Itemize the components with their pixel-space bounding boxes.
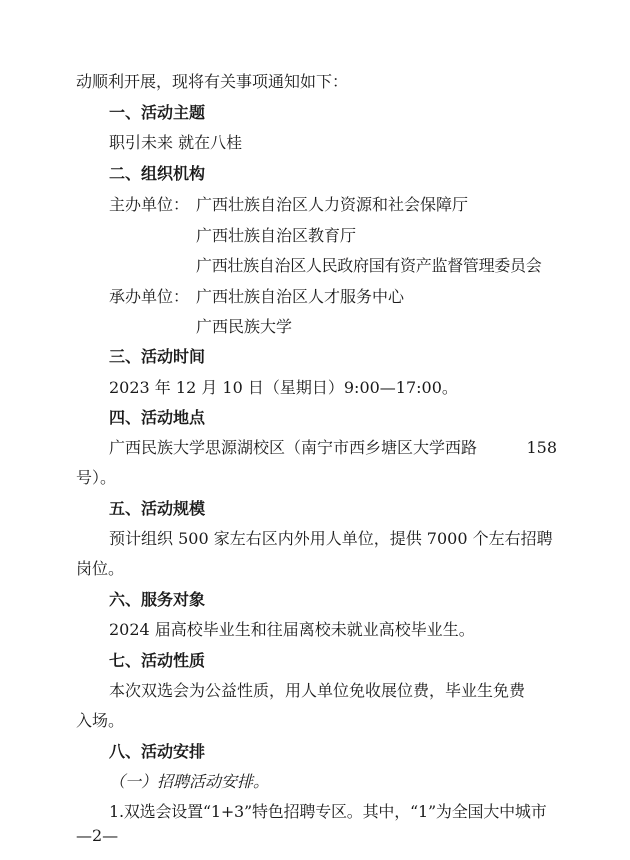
organizer-label: 承办单位：: [109, 287, 190, 306]
host-unit-1: 广西壮族自治区人力资源和社会保障厅: [196, 195, 469, 214]
section-heading-audience: 六、服务对象: [109, 590, 206, 609]
organizer-unit-2: 广西民族大学: [196, 317, 293, 336]
time-text: 2023 年 12 月 10 日（星期日）9:00—17:00。: [109, 378, 458, 397]
section-heading-time: 三、活动时间: [109, 347, 206, 366]
host-label: 主办单位：: [109, 195, 190, 214]
nature-text-line-2: 入场。: [76, 711, 125, 730]
section-heading-location: 四、活动地点: [109, 408, 206, 427]
host-unit-2: 广西壮族自治区教育厅: [196, 226, 357, 245]
section-heading-nature: 七、活动性质: [109, 651, 206, 670]
scale-text-line-1: 预计组织 500 家左右区内外用人单位，提供 7000 个左右招聘: [109, 529, 553, 548]
location-text-number: 158: [526, 438, 557, 457]
organizer-unit-1: 广西壮族自治区人才服务中心: [196, 287, 405, 306]
section-heading-scale: 五、活动规模: [109, 499, 206, 518]
arrangement-text-line-1: 1.双选会设置“1+3”特色招聘专区。其中，“1”为全国大中城市: [109, 802, 547, 821]
location-text-main: 广西民族大学思源湖校区（南宁市西乡塘区大学西路: [109, 438, 478, 457]
section-heading-theme: 一、活动主题: [109, 103, 206, 122]
host-unit-3: 广西壮族自治区人民政府国有资产监督管理委员会: [196, 256, 542, 275]
location-text-line-2: 号）。: [76, 468, 117, 487]
section-heading-arrangement: 八、活动安排: [109, 742, 206, 761]
page-number: —2—: [76, 826, 119, 845]
location-text-line-1: [109, 438, 557, 458]
scale-text-line-2: 岗位。: [76, 559, 125, 578]
arrangement-subheading: （一）招聘活动安排。: [109, 772, 270, 791]
theme-text: 职引未来 就在八桂: [109, 133, 243, 152]
audience-text: 2024 届高校毕业生和往届离校未就业高校毕业生。: [109, 620, 475, 639]
intro-line: 动顺利开展，现将有关事项通知如下：: [76, 72, 349, 91]
section-heading-organization: 二、组织机构: [109, 164, 206, 183]
nature-text-line-1: 本次双选会为公益性质，用人单位免收展位费，毕业生免费: [109, 681, 526, 700]
